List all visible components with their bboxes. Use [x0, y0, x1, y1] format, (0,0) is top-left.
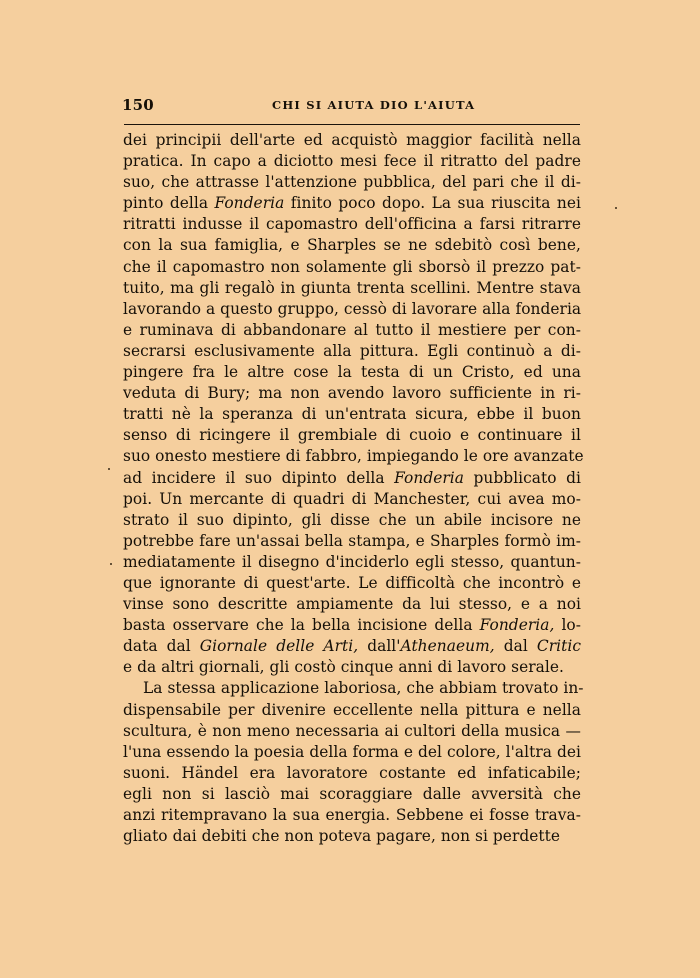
margin-mark: [108, 468, 110, 470]
text-line: tratti nè la speranza di un'entrata sicura, ebbe il buon: [123, 405, 581, 424]
text-line: pinto della Fonderia finito poco dopo. La sua riuscita nei: [123, 194, 581, 213]
text-line: que ignorante di quest'arte. Le difficoltà che incontrò e: [123, 573, 581, 592]
text-line: vinse sono descritte ampiamente da lui stesso, e a noi: [123, 595, 581, 614]
text-line: che il capomastro non solamente gli sborsò il prezzo pat-: [123, 257, 581, 276]
italic-title: Giornale delle Arti,: [199, 637, 359, 656]
text-line: tuito, ma gli regalò in giunta trenta scellini. Mentre stava: [123, 278, 581, 297]
text-line: secrarsi esclusivamente alla pittura. Egli continuò a di-: [123, 341, 581, 360]
text-line: pratica. In capo a diciotto mesi fece il ritratto del padre: [123, 152, 581, 171]
italic-title: Athenaeum,: [400, 637, 495, 656]
text-line: e da altri giornali, gli costò cinque anni di lavoro serale.: [123, 658, 564, 677]
text-line: egli non si lasciò mai scoraggiare dalle avversità che: [123, 784, 581, 803]
body-text: [123, 130, 584, 847]
page-header: [122, 96, 580, 116]
text-line: suoni. Händel era lavoratore costante ed infaticabile;: [123, 763, 581, 782]
text-line: data dal Giornale delle Arti, dall'Athenaeum, dal Critic: [123, 637, 581, 656]
text-line: anzi ritempravano la sua energia. Sebbene ei fosse trava-: [123, 806, 581, 824]
text-line: suo, che attrasse l'attenzione pubblica, del pari che il di-: [123, 173, 581, 192]
margin-mark: [110, 563, 112, 565]
header-rule: [124, 124, 580, 125]
italic-title: Fonderia,: [479, 616, 555, 635]
margin-mark: [615, 207, 617, 209]
text-line: basta osservare che la bella incisione della Fonderia, lo-: [123, 616, 582, 635]
text-line: dei principii dell'arte ed acquistò maggior facilità nella: [123, 131, 581, 149]
running-title: CHI SI AIUTA DIO L'AIUTA: [272, 98, 476, 112]
text-line: strato il suo dipinto, gli disse che un abile incisore ne: [123, 510, 581, 529]
text-line: lavorando a questo gruppo, cessò di lavorare alla fonderia: [123, 299, 582, 318]
italic-title: Fonderia: [394, 468, 464, 487]
text-line: mediatamente il disegno d'inciderlo egli stesso, quantun-: [123, 552, 581, 571]
text-line: dispensabile per divenire eccellente nella pittura e nella: [123, 700, 581, 719]
text-line: suo onesto mestiere di fabbro, impiegando le ore avanzate: [123, 447, 584, 466]
page-number: 150: [122, 96, 154, 114]
text-line: ritratti indusse il capomastro dell'officina a farsi ritrarre: [123, 215, 581, 234]
text-line: gliato dai debiti che non poteva pagare, non si perdette: [123, 827, 561, 846]
text-line: veduta di Bury; ma non avendo lavoro sufficiente in ri-: [123, 384, 581, 403]
text-line: senso di ricingere il grembiale di cuoio e continuare il: [123, 426, 581, 445]
text-line: ad incidere il suo dipinto della Fonderia pubblicato di: [123, 468, 581, 487]
text-line: potrebbe fare un'assai bella stampa, e Sharples formò im-: [123, 531, 581, 550]
italic-title: Fonderia: [214, 194, 285, 213]
text-line: scultura, è non meno necessaria ai cultori della musica —: [123, 721, 581, 740]
text-line: poi. Un mercante di quadri di Manchester, cui avea mo-: [123, 489, 581, 508]
text-line: pingere fra le altre cose la testa di un Cristo, ed una: [123, 363, 581, 382]
text-line: con la sua famiglia, e Sharples se ne sdebitò così bene,: [123, 236, 581, 255]
italic-title: Critic: [536, 637, 581, 656]
text-line: e ruminava di abbandonare al tutto il mestiere per con-: [123, 320, 581, 339]
text-line: La stessa applicazione laboriosa, che abbiam trovato in-: [143, 679, 584, 698]
text-line: l'una essendo la poesia della forma e del colore, l'altra dei: [123, 742, 581, 761]
